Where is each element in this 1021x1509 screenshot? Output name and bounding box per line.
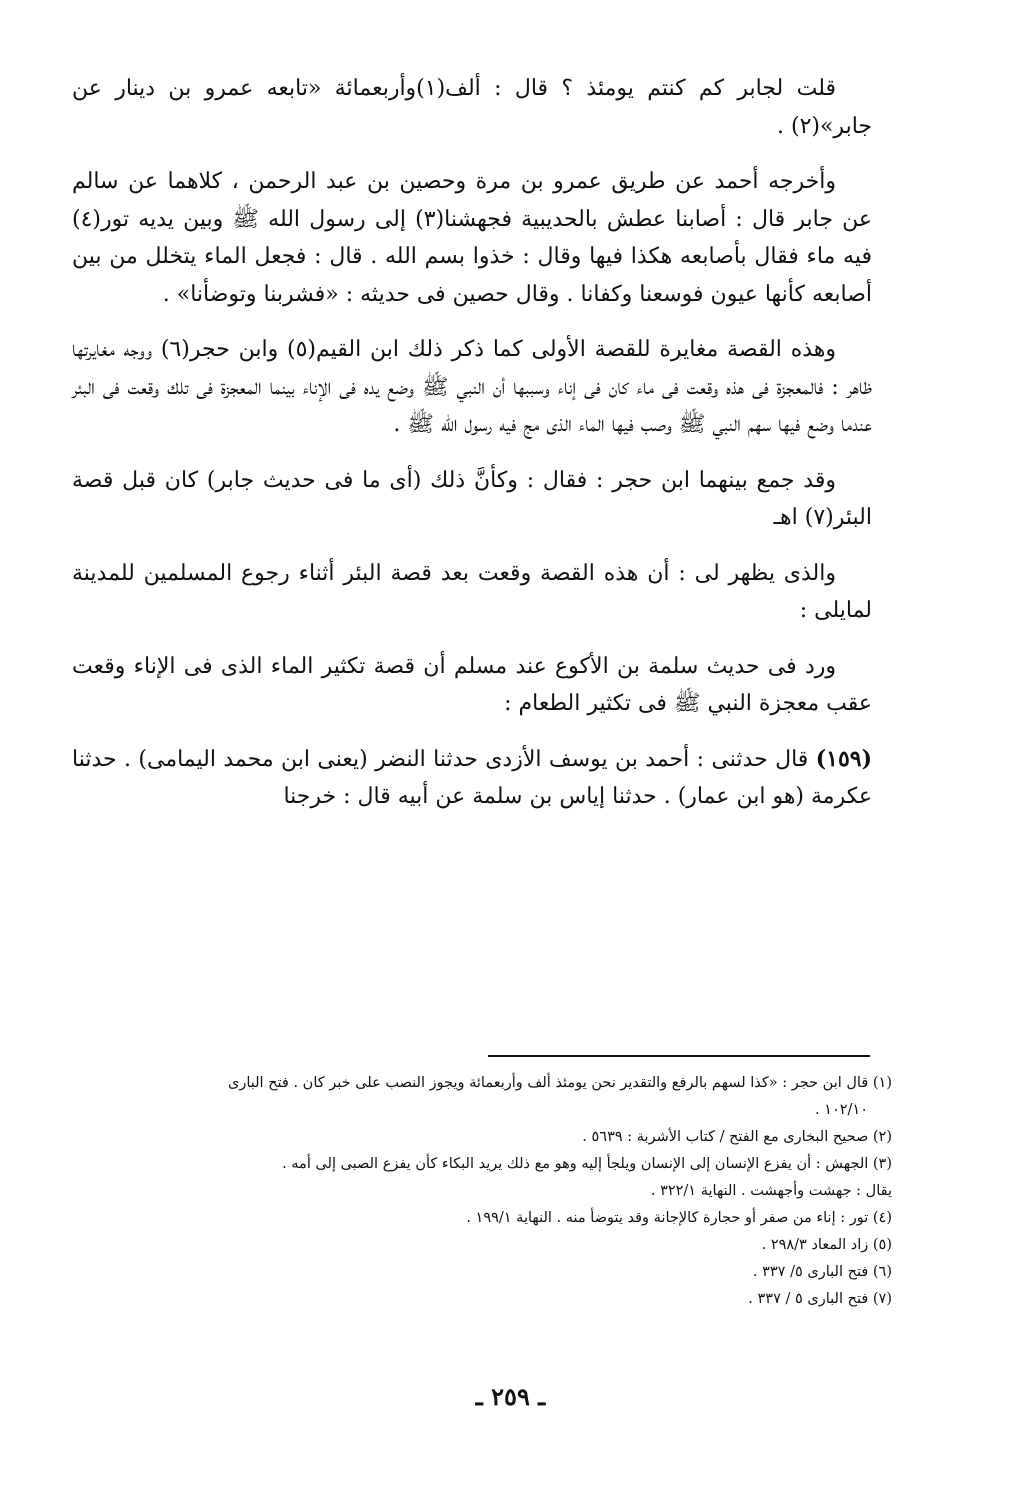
footnote-4: (٤) تور : إناء من صفر أو حجارة كالإجانة وقد يتوضأ منه . النهاية ١٩٩/١ . xyxy=(466,1210,892,1226)
paragraph-3: وهذه القصة مغايرة للقصة الأولى كما ذكر ذلك ابن القيم(٥) وابن حجر(٦) ووجه مغايرتها ظاهر : فالمعجزة فى هذه وقعت فى ماء كان فى إناء وسببها أن النبي ﷺ وضع يده فى الإناء بينما المعجزة فى تلك وقعت فى البئر عندما وضع فيها سهم النبي ﷺ وصب فيها الماء الذى مج فيه رسول الله ﷺ . xyxy=(72,337,872,437)
footnote-1-continuation: ١٠٢/١٠ . xyxy=(814,1102,868,1118)
paragraph-6: ورد فى حديث سلمة بن الأكوع عند مسلم أن قصة تكثير الماء الذى فى الإناء وقعت عقب معجزة النبي ﷺ فى تكثير الطعام : xyxy=(72,653,872,716)
footnote-1: (١) قال ابن حجر : «كذا لسهم بالرفع والتقدير نحن يومئذ ألف وأربعمائة ويجوز النصب على خبر كان . فتح البارى xyxy=(227,1075,892,1091)
footnote-3-continuation: يقال : جهشت وأجهشت . النهاية ٣٢٢/١ . xyxy=(650,1183,892,1199)
hadith-text: قال حدثنى : أحمد بن يوسف الأزدى حدثنا النضر (يعنى ابن محمد اليمامى) . حدثنا عكرمة (هو ابن عمار) . حدثنا إياس بن سلمة عن أبيه قال : خرجنا xyxy=(72,746,872,809)
footnote-6: (٦) فتح البارى ٥/ ٣٣٧ . xyxy=(752,1264,892,1280)
hadith-paragraph xyxy=(72,741,872,816)
hadith-number: (١٥٩) xyxy=(815,745,872,772)
footnote-5: (٥) زاد المعاد ٢٩٨/٣ . xyxy=(761,1237,892,1253)
paragraph-2: وأخرجه أحمد عن طريق عمرو بن مرة وحصين بن عبد الرحمن ، كلاهما عن سالم عن جابر قال : أصابنا عطش بالحديبية فجهشنا(٣) إلى رسول الله ﷺ وبين يديه تور(٤) فيه ماء فقال بأصابعه هكذا فيها وقال : خذوا بسم الله . قال : فجعل الماء يتخلل من بين أصابعه كأنها عيون فوسعنا وكفانا . وقال حصين فى حديثه : «فشربنا وتوضأنا» . xyxy=(72,169,872,307)
paragraph-1: قلت لجابر كم كنتم يومئذ ؟ قال : ألف(١)وأربعمائة «تابعه عمرو بن دينار عن جابر»(٢) . xyxy=(72,76,872,139)
footnote-2: (٢) صحيح البخارى مع الفتح / كتاب الأشربة : ٥٦٣٩ . xyxy=(582,1129,892,1145)
footnote-3: (٣) الجهش : أن يفزع الإنسان إلى الإنسان ويلجأ إليه وهو مع ذلك يريد البكاء كأن يفزع الصبى إلى أمه . xyxy=(282,1156,892,1172)
main-text xyxy=(72,70,872,834)
paragraph-5: والذى يظهر لى : أن هذه القصة وقعت بعد قصة البئر أثناء رجوع المسلمين للمدينة لمايلى : xyxy=(72,560,872,623)
footnotes xyxy=(72,1070,892,1313)
paragraph-4: وقد جمع بينهما ابن حجر : فقال : وكأنَّ ذلك (أى ما فى حديث جابر) كان قبل قصة البئر(٧) اهـ xyxy=(72,467,872,530)
footnote-divider xyxy=(488,1055,870,1057)
footnote-7: (٧) فتح البارى ٥ / ٣٣٧ . xyxy=(748,1291,892,1307)
page-number: ـ ٢٥٩ ـ xyxy=(475,1382,546,1411)
